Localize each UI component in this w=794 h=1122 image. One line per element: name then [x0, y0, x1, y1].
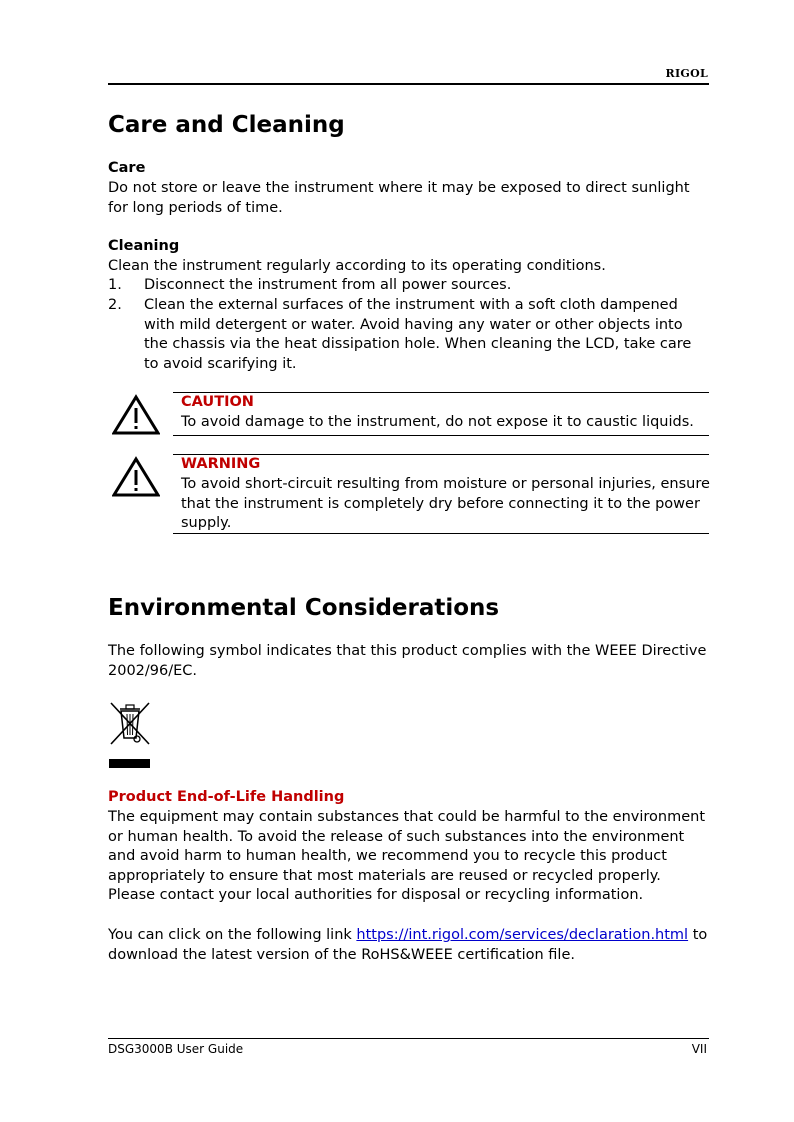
- list-number: 2.: [108, 297, 122, 313]
- care-text: Do not store or leave the instrument where it may be exposed to direct sunlight for long periods of time.: [108, 180, 690, 216]
- cleaning-heading: Cleaning: [108, 238, 180, 254]
- brand-logo-text: RIGOL: [665, 67, 708, 80]
- footer-rule: [108, 1038, 709, 1039]
- footer-doc-title: DSG3000B User Guide: [108, 1042, 244, 1056]
- warning-bottom-rule: [173, 533, 709, 534]
- warning-triangle-icon: [112, 456, 160, 498]
- caution-bottom-rule: [173, 435, 709, 436]
- eol-heading: Product End-of-Life Handling: [108, 789, 345, 805]
- warning-text: To avoid short-circuit resulting from moisture or personal injuries, ensure that the instrument is completely dry before connecting it to the power supply.: [181, 476, 710, 531]
- link-suffix: to download the latest version of the RoHS&WEEE certification file.: [108, 927, 708, 963]
- declaration-link[interactable]: https://int.rigol.com/services/declaration.html: [356, 927, 689, 943]
- list-text: Disconnect the instrument from all power sources.: [144, 277, 512, 293]
- page-number: VII: [691, 1042, 707, 1056]
- weee-intro: The following symbol indicates that this product complies with the WEEE Directive 2002/96/EC.: [108, 643, 707, 679]
- cleaning-intro: Clean the instrument regularly according to its operating conditions.: [108, 258, 606, 274]
- weee-crossed-bin-icon: [108, 700, 152, 772]
- link-prefix: You can click on the following link: [108, 927, 352, 943]
- caution-top-rule: [173, 392, 709, 393]
- list-text: Clean the external surfaces of the instrument with a soft cloth dampened with mild detergent or water. Avoid having any water or other objects into the chassis via the heat dissipation hole. When cleaning the LCD, take care to avoid scarifying it.: [144, 297, 692, 372]
- list-number: 1.: [108, 277, 122, 293]
- caution-text: To avoid damage to the instrument, do not expose it to caustic liquids.: [181, 414, 694, 430]
- warning-top-rule: [173, 454, 709, 455]
- section-title-environmental: Environmental Considerations: [108, 595, 500, 621]
- warning-title: WARNING: [181, 456, 261, 472]
- download-paragraph: [108, 926, 710, 965]
- care-heading: Care: [108, 160, 146, 176]
- caution-title: CAUTION: [181, 394, 254, 410]
- header-rule: [108, 83, 709, 85]
- eol-text: The equipment may contain substances that could be harmful to the environment or human health. To avoid the release of such substances into the environment and avoid harm to human health, we recommend you to recycle this product appropriately to ensure that most materials are reused or recycled properly. Please contact your local authorities for disposal or recycling information.: [108, 809, 706, 903]
- caution-warning-triangle-icon: [112, 394, 160, 436]
- section-title-care-cleaning: Care and Cleaning: [108, 112, 345, 138]
